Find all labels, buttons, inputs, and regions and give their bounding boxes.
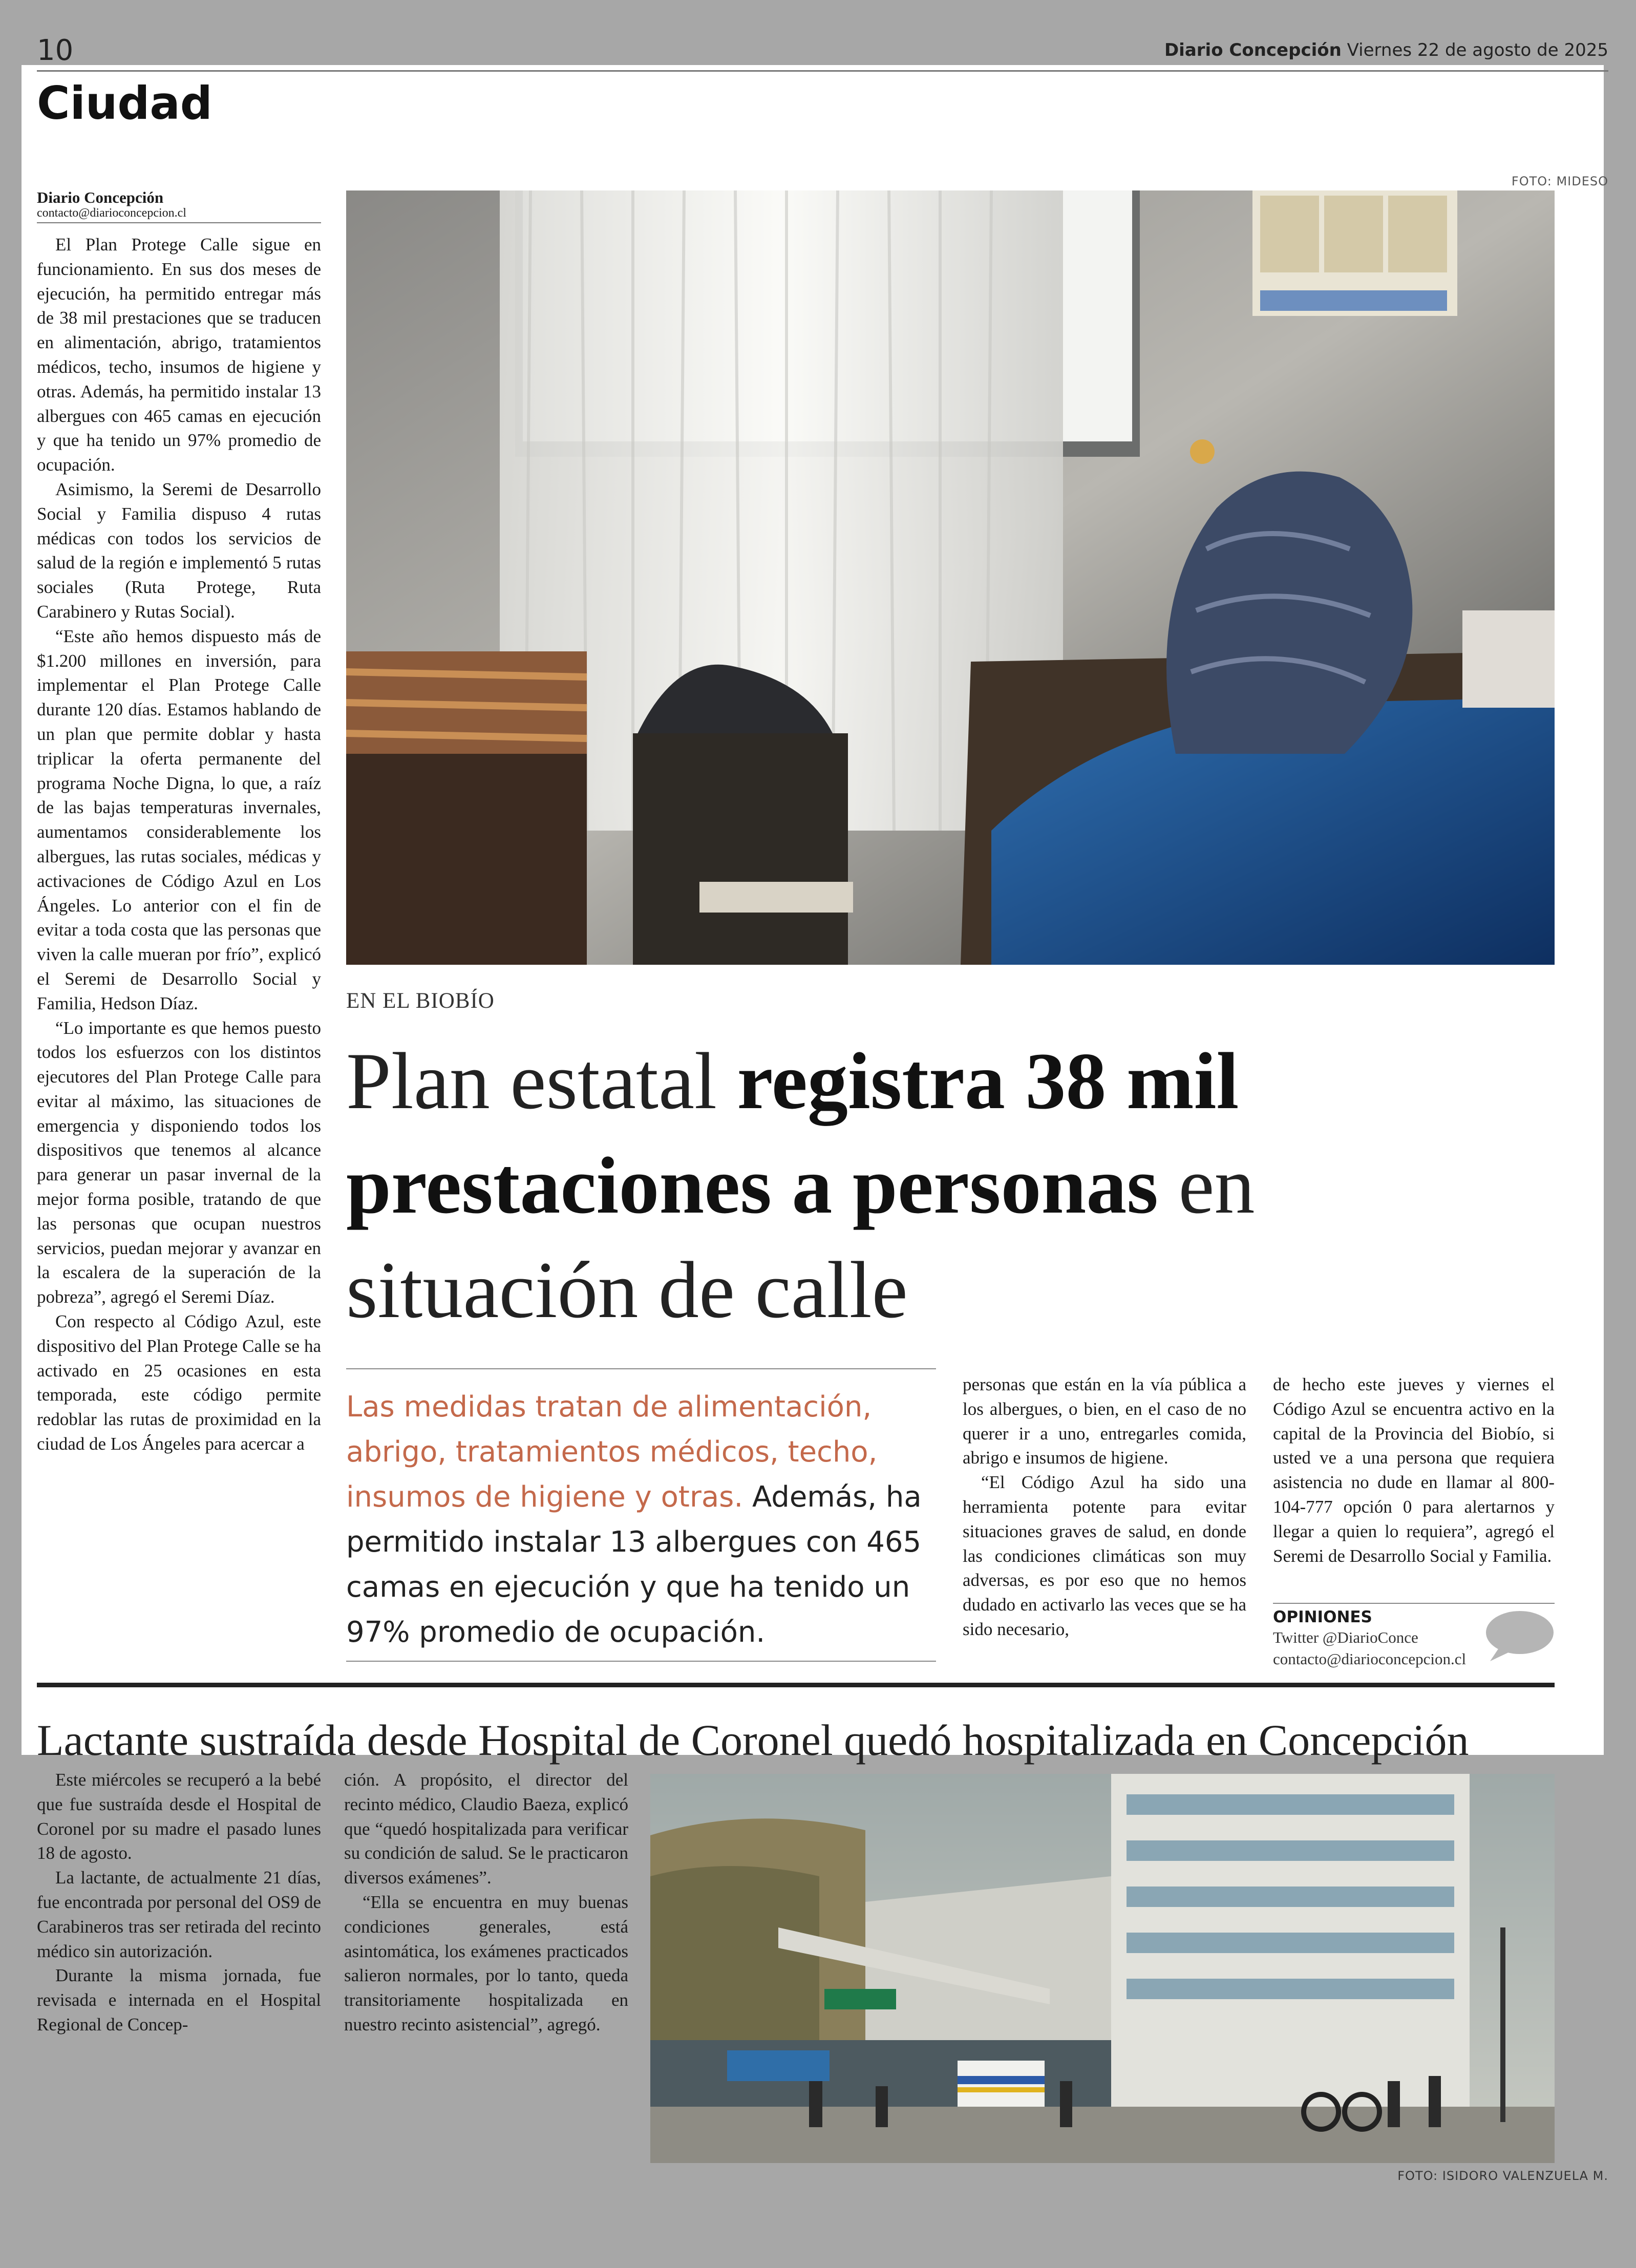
main-headline	[346, 1029, 1555, 1343]
byline-rule	[37, 222, 321, 223]
paragraph: de hecho este jueves y viernes el Código Azul se encuentra activo en la capital de la Provincia del Biobío, si usted ve a una persona que requiera asistencia no dude en llamar al 800-104-777 opción 0 para alertarnos y llegar a quien lo requiera”, agregó el Seremi de Desarrollo Social y Familia.	[1273, 1374, 1555, 1566]
headline-bold: registra 38 mil prestaciones a personas	[346, 1036, 1239, 1231]
lead-rule	[346, 1368, 936, 1369]
kicker: EN EL BIOBÍO	[346, 989, 495, 1013]
second-story-column-1	[37, 1768, 321, 2037]
paragraph: ción. A propósito, el director del recinto médico, Claudio Baeza, explicó que “quedó hospitalizada para verificar su condición de salud. Se le practicaron diversos exámenes”.	[344, 1770, 628, 1888]
paragraph: El Plan Protege Calle sigue en funcionamiento. En sus dos meses de ejecución, ha permitido entregar más de 38 mil prestaciones que se traducen en alimentación, abrigo, tratamientos médicos, techo, insumos de higiene y otras. Además, ha permitido instalar 13 albergues con 465 camas en ejecución y que ha tenido un 97% promedio de ocupación.	[37, 235, 321, 475]
lead-text: Además, ha permitido instalar 13 albergues con 465 camas en ejecución y que ha tenido un 97% promedio de ocupación.	[346, 1480, 922, 1649]
second-story-column-2	[344, 1768, 628, 2037]
paragraph: personas que están en la vía pública a los albergues, o bien, en el caso de no querer ir a uno, entregarles comida, abrigo e insumos de higiene.	[963, 1374, 1246, 1468]
opinions-email: contacto@diarioconcepcion.cl	[1273, 1650, 1467, 1668]
header-rule	[37, 70, 1608, 72]
lead-highlight: Las medidas tratan de alimentación, abrigo, tratamientos médicos, techo, insumos de higiene y otras.	[346, 1390, 878, 1514]
paragraph: “Este año hemos dispuesto más de $1.200 millones en inversión, para implementar el Plan Protege Calle durante 120 días. Estamos hablando de un plan que permite doblar y hasta triplicar la oferta permanente del programa Noche Digna, lo que, a raíz de las bajas temperaturas invernales, aumentamos considerablemente los albergues, las rutas sociales, médicas y activaciones de Código Azul en Los Ángeles. Lo anterior con el fin de evitar a toda costa que las personas que viven la calle mueran por frío”, explicó el Seremi de Desarrollo Social y Familia, Hedson Díaz.	[37, 626, 321, 1013]
shelter-room-photo	[346, 190, 1555, 965]
main-story-column-1	[37, 232, 321, 1456]
speech-bubble-icon	[1483, 1608, 1555, 1662]
page-number: 10	[37, 34, 74, 67]
byline-email: contacto@diarioconcepcion.cl	[37, 206, 186, 220]
paper-name: Diario Concepción	[1164, 40, 1342, 60]
paragraph: “El Código Azul ha sido una herramienta potente para evitar situaciones graves de salud, en donde las condiciones climáticas son muy adversas, es por eso que no hemos dudado en activarlo las veces que se ha sido necesario,	[963, 1472, 1246, 1639]
paragraph: “Ella se encuentra en muy buenas condiciones generales, está asintomática, los exámenes practicados salieron normales, por lo tanto, queda transitoriamente hospitalizada en nuestro recinto asistencial”, agregó.	[344, 1892, 628, 2034]
opinions-twitter: Twitter @DiarioConce	[1273, 1628, 1418, 1646]
headline-light: Plan estatal	[346, 1036, 737, 1126]
hospital-photo	[650, 1774, 1555, 2163]
paragraph: La lactante, de actualmente 21 días, fue encontrada por personal del OS9 de Carabineros tras ser retirada del recinto médico sin autorización.	[37, 1868, 321, 1961]
paragraph: Este miércoles se recuperó a la bebé que fue sustraída desde el Hospital de Coronel por su madre el pasado lunes 18 de agosto.	[37, 1770, 321, 1863]
lead-rule-bottom	[346, 1661, 936, 1662]
photo-credit: FOTO: ISIDORO VALENZUELA M.	[1397, 2169, 1608, 2183]
lead-paragraph	[346, 1385, 936, 1655]
story-divider	[37, 1683, 1555, 1687]
byline	[37, 190, 321, 221]
byline-name: Diario Concepción	[37, 188, 164, 206]
headline-light: en situación de calle	[346, 1141, 1255, 1335]
opinions-title: OPINIONES	[1273, 1608, 1372, 1626]
masthead	[1164, 40, 1608, 60]
paragraph: Asimismo, la Seremi de Desarrollo Social y Familia dispuso 4 rutas médicas con todos los servicios de salud de la región e implementó 5 rutas sociales (Ruta Protege, Ruta Carabinero y Rutas Social).	[37, 479, 321, 622]
main-story-column-4	[1273, 1372, 1555, 1568]
second-headline: Lactante sustraída desde Hospital de Coronel quedó hospitalizada en Concepción	[37, 1715, 1469, 1765]
issue-date: Viernes 22 de agosto de 2025	[1347, 40, 1608, 60]
paragraph: Durante la misma jornada, fue revisada e internada en el Hospital Regional de Concep-	[37, 1965, 321, 2034]
paragraph: “Lo importante es que hemos puesto todos los esfuerzos con los distintos ejecutores del Plan Protege Calle para evitar al máximo, las situaciones de emergencia y disponiendo todos los dispositivos que tenemos al alcance para generar un pasar invernal de la mejor forma posible, tratando de que las personas que ocupan nuestros servicios, puedan mejorar y avanzar en la escalera de la superación de la pobreza”, agregó el Seremi Díaz.	[37, 1018, 321, 1307]
photo-credit: FOTO: MIDESO	[1511, 174, 1608, 188]
section-title: Ciudad	[37, 77, 213, 130]
paragraph: Con respecto al Código Azul, este dispositivo del Plan Protege Calle se ha activado en 25 ocasiones en esta temporada, este código permite redoblar las rutas de proximidad en la ciudad de Los Ángeles para acercar a	[37, 1311, 321, 1454]
main-story-column-3	[963, 1372, 1246, 1642]
opinions-rule	[1273, 1603, 1555, 1604]
